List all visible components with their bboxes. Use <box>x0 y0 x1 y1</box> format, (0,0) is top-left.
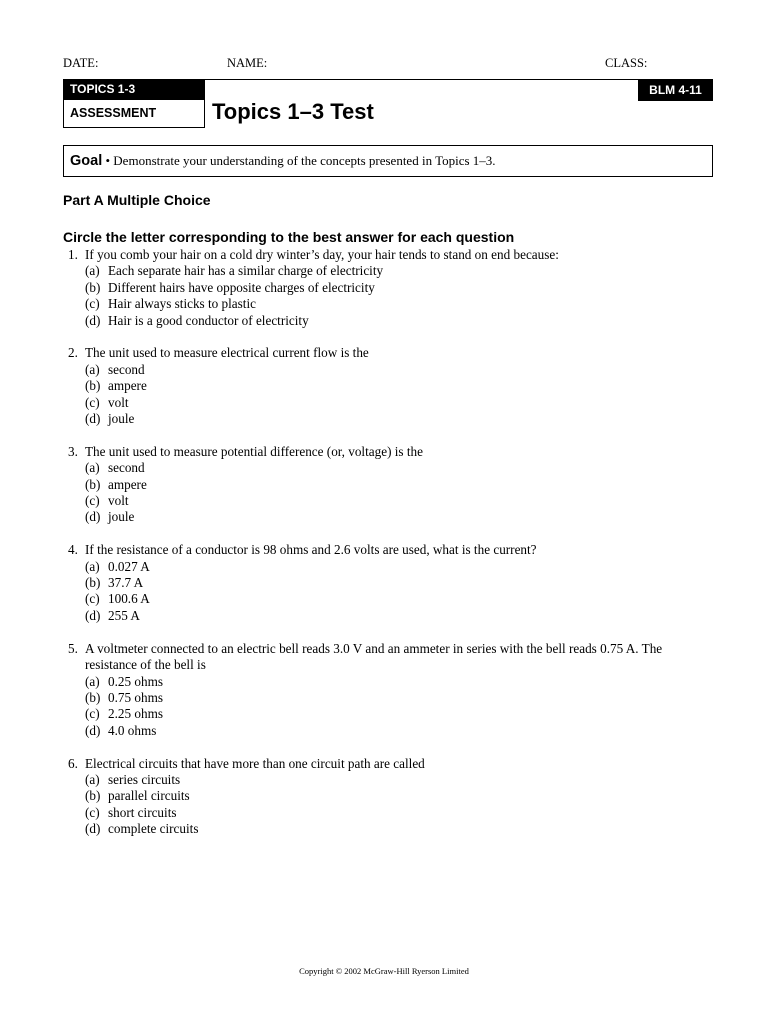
option-d[interactable] <box>85 313 723 329</box>
option-letter: (b) <box>85 279 101 295</box>
question-6 <box>63 756 723 838</box>
option-letter: (b) <box>85 476 101 492</box>
option-text: joule <box>108 411 135 427</box>
question-list <box>63 247 723 854</box>
option-text: Different hairs have opposite charges of electricity <box>108 279 375 295</box>
option-text: 37.7 A <box>108 575 144 591</box>
question-text-continued: resistance of the bell is <box>85 657 206 673</box>
question-number: 4. <box>68 542 78 558</box>
option-d[interactable] <box>85 411 723 427</box>
date-label: DATE: <box>63 56 99 70</box>
option-letter: (a) <box>85 361 100 377</box>
option-b[interactable] <box>85 788 723 804</box>
option-letter: (a) <box>85 558 100 574</box>
question-5 <box>63 641 723 739</box>
question-number: 6. <box>68 755 78 771</box>
option-d[interactable] <box>85 821 723 837</box>
question-number: 2. <box>68 345 78 361</box>
goal-label: Goal <box>70 153 103 169</box>
option-letter: (c) <box>85 296 100 312</box>
copyright-footer: Copyright © 2002 McGraw-Hill Ryerson Limited <box>299 966 469 976</box>
option-text: Each separate hair has a similar charge of electricity <box>108 263 384 279</box>
option-letter: (d) <box>85 821 101 837</box>
question-text: The unit used to measure electrical current flow is the <box>85 345 369 361</box>
option-letter: (b) <box>85 575 101 591</box>
question-4 <box>63 542 723 624</box>
option-b[interactable] <box>85 477 723 493</box>
option-a[interactable] <box>85 674 723 690</box>
option-b[interactable] <box>85 280 723 296</box>
question-number: 1. <box>68 247 78 262</box>
option-c[interactable] <box>85 395 723 411</box>
option-letter: (c) <box>85 804 100 820</box>
option-letter: (b) <box>85 378 101 394</box>
option-letter: (c) <box>85 394 100 410</box>
question-3 <box>63 444 723 526</box>
question-1 <box>63 247 723 329</box>
topics-tag: TOPICS 1-3 <box>63 79 205 99</box>
option-letter: (a) <box>85 673 100 689</box>
option-letter: (c) <box>85 591 100 607</box>
option-letter: (d) <box>85 509 101 525</box>
option-b[interactable] <box>85 690 723 706</box>
option-a[interactable] <box>85 362 723 378</box>
option-letter: (a) <box>85 263 100 279</box>
option-text: 0.75 ohms <box>108 689 163 705</box>
option-a[interactable] <box>85 263 723 279</box>
option-text: 2.25 ohms <box>108 706 163 722</box>
option-b[interactable] <box>85 575 723 591</box>
option-letter: (a) <box>85 771 100 787</box>
goal-box <box>63 145 713 177</box>
option-letter: (b) <box>85 788 101 804</box>
option-text: second <box>108 361 145 377</box>
option-text: volt <box>108 394 129 410</box>
option-c[interactable] <box>85 706 723 722</box>
option-letter: (a) <box>85 460 100 476</box>
question-2 <box>63 345 723 427</box>
option-a[interactable] <box>85 772 723 788</box>
option-letter: (d) <box>85 411 101 427</box>
class-label: CLASS: <box>605 56 648 70</box>
option-text: ampere <box>108 378 147 394</box>
option-text: parallel circuits <box>108 788 190 804</box>
question-number: 5. <box>68 640 78 656</box>
question-text: If you comb your hair on a cold dry winter’s day, your hair tends to stand on end because: <box>85 247 559 262</box>
option-d[interactable] <box>85 509 723 525</box>
option-a[interactable] <box>85 460 723 476</box>
option-c[interactable] <box>85 805 723 821</box>
question-text: If the resistance of a conductor is 98 ohms and 2.6 volts are used, what is the current? <box>85 542 537 558</box>
instructions: Circle the letter corresponding to the best answer for each question <box>63 229 515 245</box>
question-number: 3. <box>68 443 78 459</box>
option-b[interactable] <box>85 378 723 394</box>
option-letter: (d) <box>85 607 101 623</box>
goal-bullet: • <box>105 153 111 168</box>
option-text: Hair is a good conductor of electricity <box>108 312 309 328</box>
option-text: second <box>108 460 145 476</box>
option-text: ampere <box>108 476 147 492</box>
question-text: The unit used to measure potential difference (or, voltage) is the <box>85 443 423 459</box>
part-a-heading: Part A Multiple Choice <box>63 192 211 208</box>
option-text: 100.6 A <box>108 591 150 607</box>
option-a[interactable] <box>85 559 723 575</box>
assessment-label: ASSESSMENT <box>63 99 205 128</box>
name-label: NAME: <box>227 56 268 70</box>
goal-text: Demonstrate your understanding of the concepts presented in Topics 1–3. <box>113 153 496 168</box>
option-text: 0.027 A <box>108 558 150 574</box>
option-c[interactable] <box>85 296 723 312</box>
option-letter: (d) <box>85 722 101 738</box>
option-letter: (b) <box>85 689 101 705</box>
option-d[interactable] <box>85 608 723 624</box>
option-text: 0.25 ohms <box>108 673 163 689</box>
option-c[interactable] <box>85 591 723 607</box>
option-text: Hair always sticks to plastic <box>108 296 256 312</box>
option-c[interactable] <box>85 493 723 509</box>
option-letter: (d) <box>85 312 101 328</box>
option-text: joule <box>108 509 135 525</box>
option-d[interactable] <box>85 723 723 739</box>
option-letter: (c) <box>85 493 100 509</box>
blm-tag: BLM 4-11 <box>638 79 713 101</box>
question-text: A voltmeter connected to an electric bell reads 3.0 V and an ammeter in series with the bell reads 0.75 A. The <box>85 640 663 656</box>
option-text: series circuits <box>108 771 181 787</box>
option-text: short circuits <box>108 804 177 820</box>
header-rule <box>205 79 713 80</box>
option-letter: (c) <box>85 706 100 722</box>
option-text: complete circuits <box>108 821 199 837</box>
page-title: Topics 1–3 Test <box>212 99 374 124</box>
option-text: 255 A <box>108 607 140 623</box>
option-text: 4.0 ohms <box>108 722 157 738</box>
option-text: volt <box>108 493 129 509</box>
question-text: Electrical circuits that have more than one circuit path are called <box>85 755 425 771</box>
